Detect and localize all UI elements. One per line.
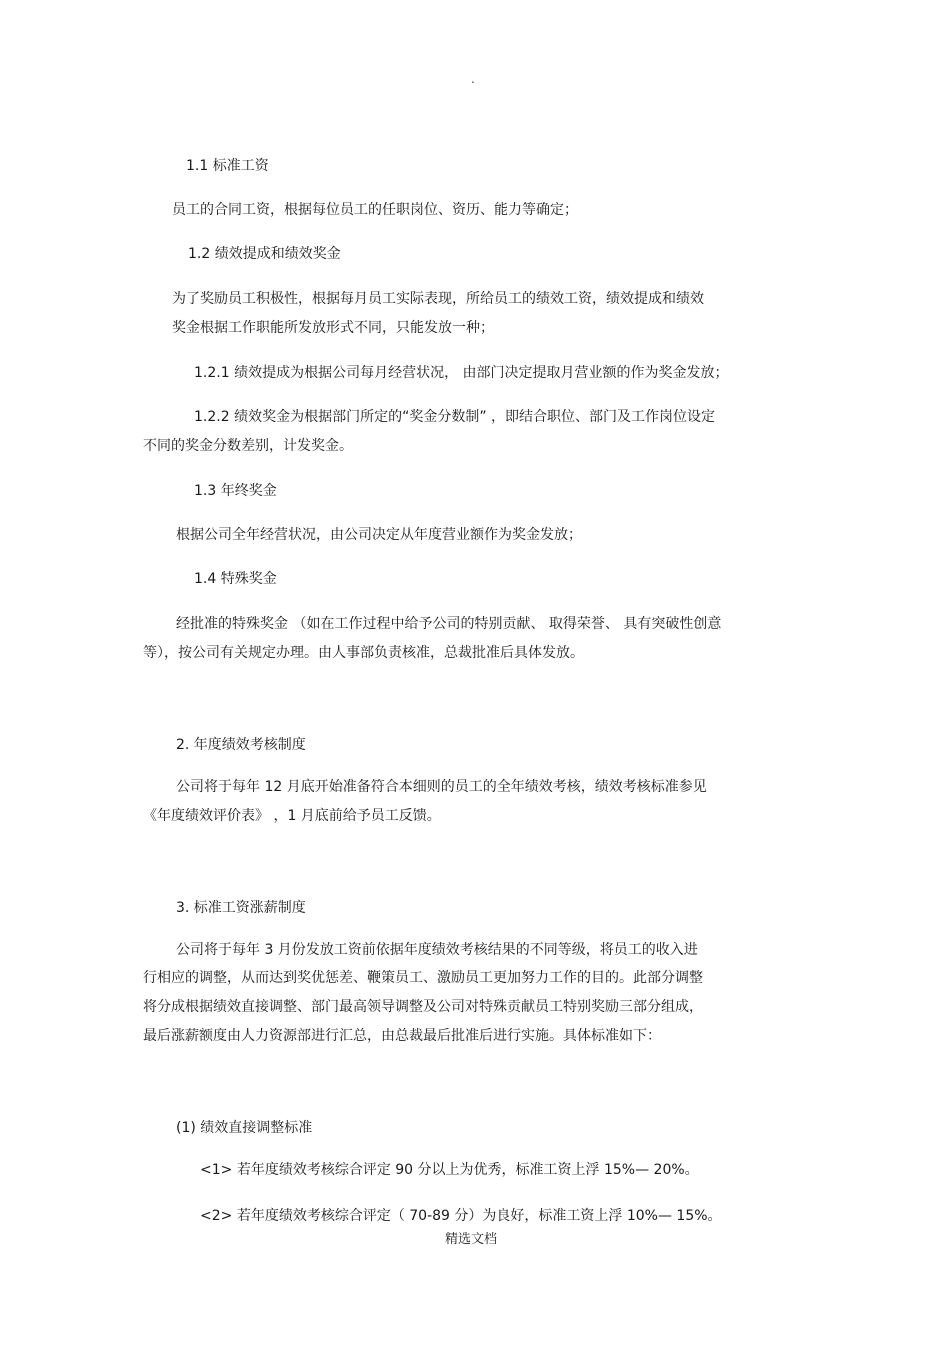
- paragraph-line: 经批准的特殊奖金 （如在工作过程中给予公司的特别贡献、 取得荣誉、 具有突破性创意: [176, 616, 722, 632]
- footer-label: 精选文档: [445, 1232, 498, 1247]
- list-item: <2> 若年度绩效考核综合评定（ 70-89 分）为良好，标准工资上浮 10%— 15%。: [200, 1208, 722, 1224]
- heading-1-3: 1.3 年终奖金: [194, 483, 277, 499]
- paragraph-line: 员工的合同工资，根据每位员工的任职岗位、资历、能力等确定；: [172, 202, 578, 218]
- subheading-1: (1) 绩效直接调整标准: [176, 1120, 313, 1136]
- paragraph-line: 公司将于每年 3 月份发放工资前依据年度绩效考核结果的不同等级，将员工的收入进: [176, 942, 698, 958]
- heading-1-4: 1.4 特殊奖金: [194, 571, 277, 587]
- heading-1-1: 1.1 标准工资: [186, 158, 269, 174]
- paragraph-line: 最后涨薪额度由人力资源部进行汇总，由总裁最后批准后进行实施。具体标准如下：: [143, 1028, 661, 1044]
- clause-1-2-1: 1.2.1 绩效提成为根据公司每月经营状况， 由部门决定提取月营业额的作为奖金发放；: [194, 365, 729, 381]
- heading-1-2: 1.2 绩效提成和绩效奖金: [188, 246, 341, 262]
- paragraph-line: 不同的奖金分数差别，计发奖金。: [143, 438, 353, 454]
- heading-2: 2. 年度绩效考核制度: [176, 737, 306, 753]
- paragraph-line: 《年度绩效评价表》 ，1 月底前给予员工反馈。: [143, 808, 441, 824]
- paragraph-line: 等），按公司有关规定办理。由人事部负责核准，总裁批准后具体发放。: [143, 645, 584, 661]
- clause-1-2-2: 1.2.2 绩效奖金为根据部门所定的“奖金分数制” ，即结合职位、部门及工作岗位设定: [194, 409, 716, 425]
- paragraph-line: 根据公司全年经营状况，由公司决定从年度营业额作为奖金发放；: [176, 527, 582, 543]
- paragraph-line: 行相应的调整，从而达到奖优惩差、鞭策员工、激励员工更加努力工作的目的。此部分调整: [143, 970, 703, 986]
- header-mark: .: [471, 72, 475, 86]
- paragraph-line: 奖金根据工作职能所发放形式不同，只能发放一种；: [172, 320, 494, 336]
- paragraph-line: 为了奖励员工积极性，根据每月员工实际表现，所给员工的绩效工资，绩效提成和绩效: [172, 291, 704, 307]
- paragraph-line: 将分成根据绩效直接调整、部门最高领导调整及公司对特殊贡献员工特别奖励三部分组成，: [143, 999, 703, 1015]
- paragraph-line: 公司将于每年 12 月底开始准备符合本细则的员工的全年绩效考核，绩效考核标准参见: [176, 779, 707, 795]
- heading-3: 3. 标准工资涨薪制度: [176, 900, 306, 916]
- list-item: <1> 若年度绩效考核综合评定 90 分以上为优秀，标准工资上浮 15%— 20%。: [200, 1162, 699, 1178]
